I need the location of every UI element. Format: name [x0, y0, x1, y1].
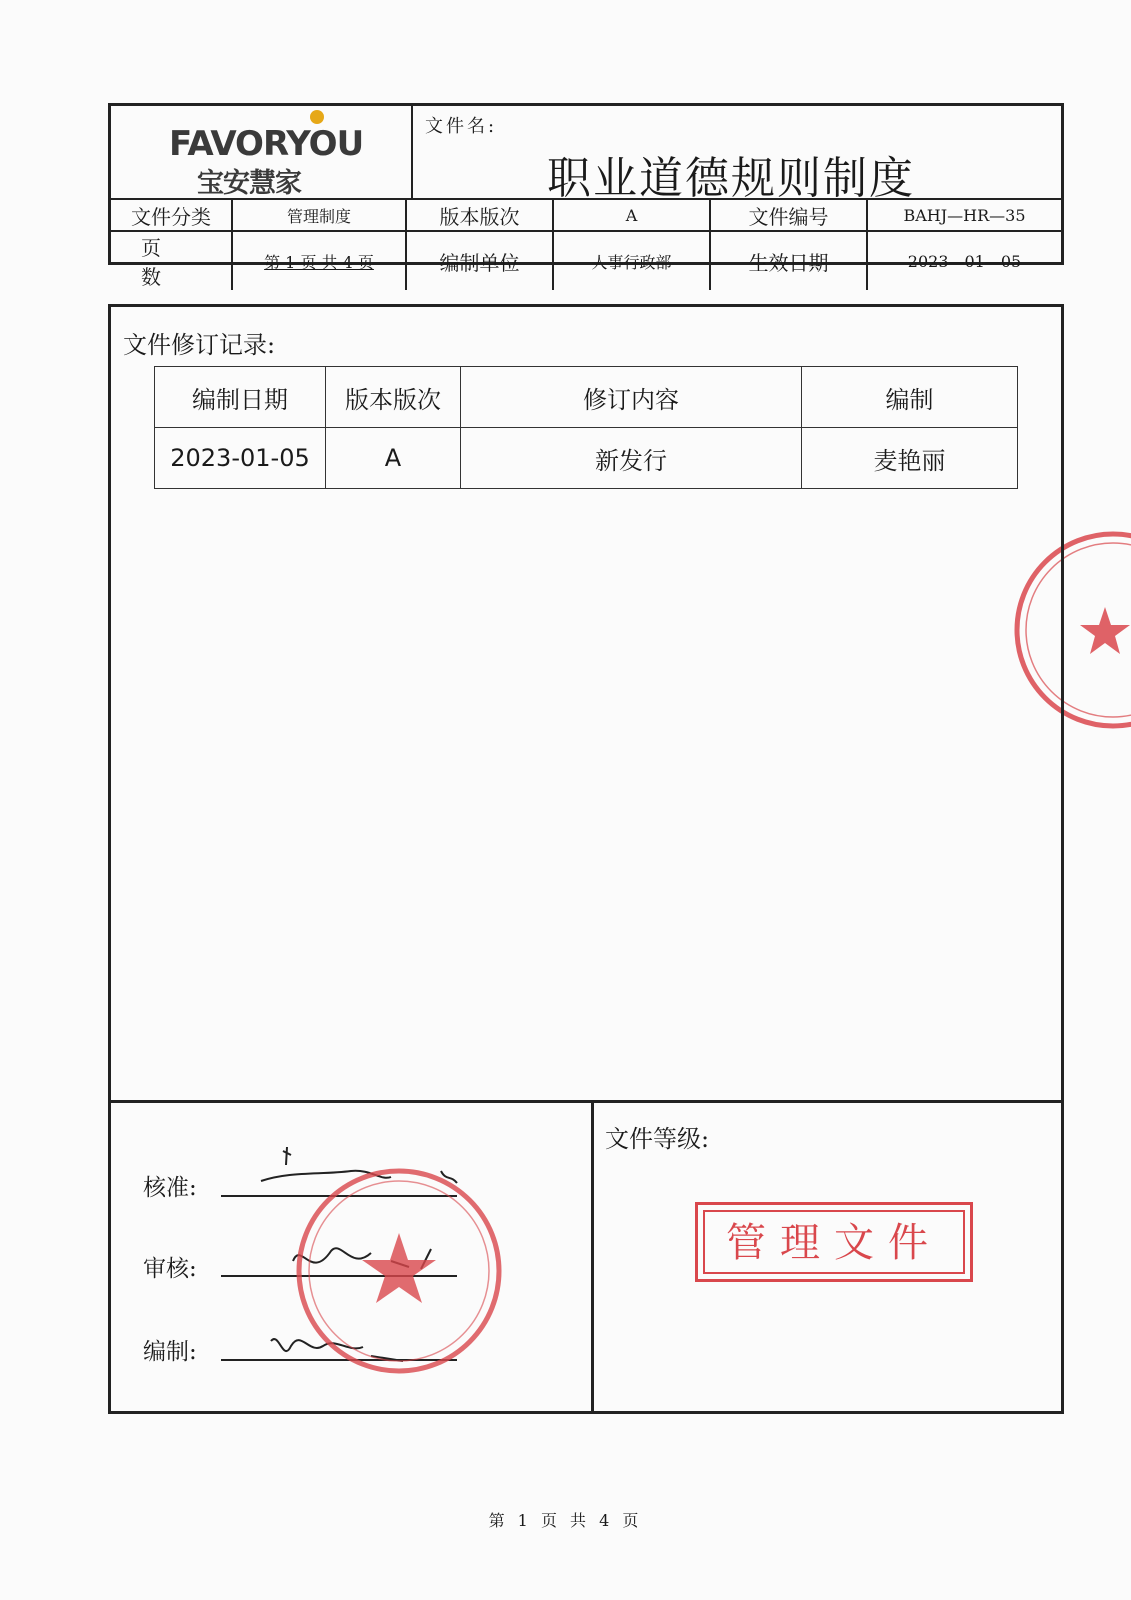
meta-label: 文件编号	[710, 199, 867, 231]
table-cell: 麦艳丽	[802, 428, 1018, 489]
meta-value: BAHJ—HR—35	[867, 199, 1061, 231]
prepare-label: 编制:	[143, 1339, 197, 1365]
meta-label: 编制单位	[406, 231, 553, 290]
file-grade-label: 文件等级:	[605, 1125, 710, 1153]
meta-table	[111, 198, 1061, 290]
table-header-row	[155, 367, 1018, 428]
table-cell: 新发行	[461, 428, 802, 489]
meta-value: 人事行政部	[553, 231, 710, 290]
logo-mark-icon	[310, 110, 324, 124]
document-header	[108, 103, 1064, 289]
signature-section	[111, 1100, 1061, 1414]
grade-stamp	[695, 1202, 973, 1282]
approve-label: 核准:	[143, 1175, 197, 1201]
table-row	[155, 428, 1018, 489]
meta-value: 管理制度	[232, 199, 406, 231]
column-header: 版本版次	[326, 367, 461, 428]
table-cell: 2023-01-05	[155, 428, 326, 489]
meta-label: 页 数	[111, 231, 232, 290]
meta-row	[111, 231, 1061, 290]
logo-brand: FAVORYOU	[169, 124, 364, 164]
table-cell: A	[326, 428, 461, 489]
document-title: 职业道德规则制度	[547, 153, 915, 204]
meta-label: 文件分类	[111, 199, 232, 231]
logo-brand-cn: 宝安慧家	[197, 168, 301, 199]
official-seal-icon	[289, 1161, 509, 1381]
meta-row	[111, 199, 1061, 231]
meta-value: 2023—01—05	[867, 231, 1061, 290]
column-header: 修订内容	[461, 367, 802, 428]
file-name-label: 文件名:	[425, 116, 498, 137]
meta-label: 生效日期	[710, 231, 867, 290]
meta-value: A	[553, 199, 710, 231]
meta-label: 版本版次	[406, 199, 553, 231]
page-footer: 第 1 页 共 4 页	[488, 1511, 643, 1530]
column-header: 编制日期	[155, 367, 326, 428]
revision-label: 文件修订记录:	[123, 331, 276, 359]
column-header: 编制	[802, 367, 1018, 428]
divider	[591, 1103, 594, 1414]
grade-stamp-text: 管理文件	[703, 1210, 965, 1274]
review-label: 审核:	[143, 1256, 197, 1282]
meta-value: 第 1 页 共 4 页	[232, 231, 406, 290]
logo-cell	[111, 106, 413, 198]
revision-section	[108, 304, 1064, 1414]
revision-table	[154, 366, 1018, 489]
